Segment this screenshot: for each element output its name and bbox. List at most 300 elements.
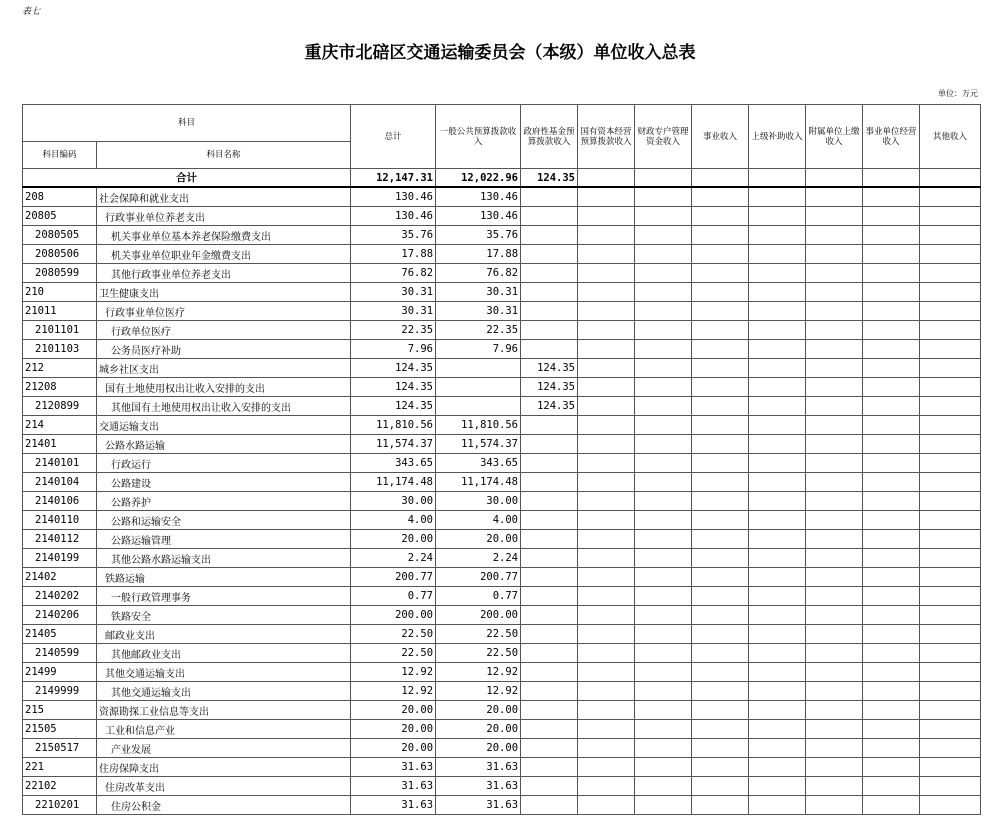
subject-code-cell: 20805 (23, 207, 97, 226)
subject-name-cell: 其他国有土地使用权出让收入安排的支出 (97, 397, 351, 416)
amount-cell (806, 321, 863, 340)
amount-cell (863, 492, 920, 511)
subject-code-cell: 21401 (23, 435, 97, 454)
amount-cell (578, 625, 635, 644)
amount-cell (578, 245, 635, 264)
amount-cell (863, 758, 920, 777)
amount-cell (749, 758, 806, 777)
subject-code-cell: 2140206 (23, 606, 97, 625)
amount-cell (920, 264, 981, 283)
total-label: 合计 (23, 169, 351, 188)
amount-cell (692, 530, 749, 549)
amount-cell: 130.46 (436, 207, 521, 226)
amount-cell (635, 245, 692, 264)
amount-cell (749, 264, 806, 283)
amount-cell (806, 187, 863, 207)
amount-cell (692, 226, 749, 245)
amount-cell: 2.24 (436, 549, 521, 568)
amount-cell: 31.63 (351, 796, 436, 815)
amount-cell (578, 340, 635, 359)
amount-cell (863, 340, 920, 359)
subject-code-cell: 215 (23, 701, 97, 720)
subject-code-cell: 2140112 (23, 530, 97, 549)
amount-cell (578, 606, 635, 625)
amount-cell (521, 435, 578, 454)
amount-cell (806, 397, 863, 416)
subject-name-cell: 行政运行 (97, 454, 351, 473)
amount-cell (920, 473, 981, 492)
subject-code-cell: 2140106 (23, 492, 97, 511)
amount-cell (749, 245, 806, 264)
col-header: 上级补助收入 (749, 105, 806, 169)
total-cell (692, 169, 749, 188)
amount-cell (749, 606, 806, 625)
amount-cell (521, 587, 578, 606)
amount-cell (578, 587, 635, 606)
amount-cell (920, 625, 981, 644)
amount-cell (521, 302, 578, 321)
subject-name-cell: 公路水路运输 (97, 435, 351, 454)
amount-cell (635, 682, 692, 701)
amount-cell (749, 359, 806, 378)
amount-cell (806, 625, 863, 644)
amount-cell (578, 568, 635, 587)
amount-cell (692, 397, 749, 416)
subject-name-cell: 公路建设 (97, 473, 351, 492)
table-row (23, 492, 981, 511)
amount-cell (920, 226, 981, 245)
amount-cell: 11,810.56 (351, 416, 436, 435)
total-row (23, 169, 981, 188)
amount-cell (521, 511, 578, 530)
amount-cell (578, 720, 635, 739)
amount-cell (863, 435, 920, 454)
amount-cell (578, 302, 635, 321)
table-row (23, 359, 981, 378)
amount-cell (521, 796, 578, 815)
amount-cell (521, 283, 578, 302)
total-cell (578, 169, 635, 188)
amount-cell (635, 720, 692, 739)
amount-cell (863, 264, 920, 283)
amount-cell (749, 321, 806, 340)
amount-cell: 31.63 (436, 796, 521, 815)
amount-cell (749, 283, 806, 302)
subject-code-cell: 2140101 (23, 454, 97, 473)
amount-cell (863, 701, 920, 720)
amount-cell (578, 321, 635, 340)
amount-cell (806, 283, 863, 302)
page-title: 重庆市北碚区交通运输委员会（本级）单位收入总表 (304, 43, 696, 63)
subject-name-cell: 其他交通运输支出 (97, 682, 351, 701)
amount-cell (806, 378, 863, 397)
total-cell (920, 169, 981, 188)
amount-cell (692, 739, 749, 758)
amount-cell (806, 682, 863, 701)
col-header: 附属单位上缴收入 (806, 105, 863, 169)
amount-cell (749, 378, 806, 397)
amount-cell (806, 568, 863, 587)
amount-cell: 0.77 (436, 587, 521, 606)
amount-cell (578, 454, 635, 473)
amount-cell: 20.00 (436, 720, 521, 739)
amount-cell (692, 245, 749, 264)
table-row (23, 226, 981, 245)
amount-cell (635, 187, 692, 207)
amount-cell (863, 397, 920, 416)
amount-cell: 124.35 (521, 378, 578, 397)
amount-cell: 31.63 (351, 777, 436, 796)
amount-cell (635, 644, 692, 663)
amount-cell (635, 416, 692, 435)
amount-cell: 124.35 (351, 378, 436, 397)
amount-cell: 22.35 (351, 321, 436, 340)
amount-cell (521, 245, 578, 264)
amount-cell (578, 207, 635, 226)
subject-name-cell: 住房改革支出 (97, 777, 351, 796)
amount-cell (635, 530, 692, 549)
amount-cell (635, 397, 692, 416)
amount-cell: 343.65 (436, 454, 521, 473)
subject-code-cell: 22102 (23, 777, 97, 796)
amount-cell: 17.88 (436, 245, 521, 264)
amount-cell (863, 378, 920, 397)
amount-cell (920, 644, 981, 663)
col-header: 财政专户管理资金收入 (635, 105, 692, 169)
amount-cell: 124.35 (351, 359, 436, 378)
table-row (23, 682, 981, 701)
amount-cell (692, 492, 749, 511)
amount-cell: 31.63 (436, 777, 521, 796)
table-row (23, 340, 981, 359)
subject-name-cell: 国有土地使用权出让收入安排的支出 (97, 378, 351, 397)
amount-cell (578, 492, 635, 511)
amount-cell (692, 378, 749, 397)
amount-cell (749, 416, 806, 435)
amount-cell (863, 587, 920, 606)
amount-cell (806, 492, 863, 511)
amount-cell: 12.92 (436, 682, 521, 701)
amount-cell: 130.46 (351, 187, 436, 207)
amount-cell (920, 568, 981, 587)
amount-cell (521, 663, 578, 682)
amount-cell (578, 663, 635, 682)
subject-code-cell: 21402 (23, 568, 97, 587)
amount-cell (863, 606, 920, 625)
subject-code-cell: 214 (23, 416, 97, 435)
amount-cell (692, 359, 749, 378)
amount-cell (749, 340, 806, 359)
amount-cell (692, 207, 749, 226)
amount-cell (692, 720, 749, 739)
subject-name-cell: 资源勘探工业信息等支出 (97, 701, 351, 720)
amount-cell (749, 568, 806, 587)
amount-cell (806, 226, 863, 245)
amount-cell (806, 587, 863, 606)
subject-name-cell: 一般行政管理事务 (97, 587, 351, 606)
amount-cell (749, 454, 806, 473)
amount-cell (692, 625, 749, 644)
amount-cell (578, 777, 635, 796)
amount-cell (863, 796, 920, 815)
amount-cell (521, 226, 578, 245)
amount-cell (863, 682, 920, 701)
amount-cell (578, 796, 635, 815)
amount-cell (863, 644, 920, 663)
subject-code-cell: 21499 (23, 663, 97, 682)
amount-cell (578, 359, 635, 378)
amount-cell (920, 492, 981, 511)
amount-cell (749, 511, 806, 530)
amount-cell (806, 606, 863, 625)
amount-cell (806, 663, 863, 682)
total-cell (749, 169, 806, 188)
amount-cell (920, 549, 981, 568)
amount-cell (635, 226, 692, 245)
amount-cell (635, 758, 692, 777)
amount-cell (692, 511, 749, 530)
amount-cell (578, 682, 635, 701)
subject-code-cell: 21505 (23, 720, 97, 739)
col-header: 政府性基金预算拨款收入 (521, 105, 578, 169)
table-row (23, 321, 981, 340)
amount-cell (635, 283, 692, 302)
amount-cell (635, 701, 692, 720)
total-cell (806, 169, 863, 188)
amount-cell: 7.96 (351, 340, 436, 359)
amount-cell (920, 606, 981, 625)
amount-cell (635, 454, 692, 473)
amount-cell (749, 720, 806, 739)
amount-cell: 4.00 (351, 511, 436, 530)
amount-cell: 7.96 (436, 340, 521, 359)
subject-name-cell: 公务员医疗补助 (97, 340, 351, 359)
amount-cell (635, 568, 692, 587)
amount-cell (635, 606, 692, 625)
amount-cell (635, 321, 692, 340)
amount-cell (635, 511, 692, 530)
amount-cell (749, 663, 806, 682)
subject-name-cell: 住房保障支出 (97, 758, 351, 777)
table-row (23, 473, 981, 492)
amount-cell (692, 796, 749, 815)
amount-cell (578, 226, 635, 245)
subject-code-cell: 2140110 (23, 511, 97, 530)
amount-cell (863, 568, 920, 587)
table-row (23, 663, 981, 682)
amount-cell (863, 187, 920, 207)
table-row (23, 739, 981, 758)
amount-cell (436, 397, 521, 416)
amount-cell (863, 625, 920, 644)
amount-cell (863, 302, 920, 321)
amount-cell (749, 777, 806, 796)
amount-cell (749, 625, 806, 644)
amount-cell (749, 549, 806, 568)
col-header: 国有资本经营预算拨款收入 (578, 105, 635, 169)
amount-cell (920, 701, 981, 720)
amount-cell (521, 549, 578, 568)
subject-code-cell: 21405 (23, 625, 97, 644)
amount-cell: 11,574.37 (351, 435, 436, 454)
amount-cell (521, 739, 578, 758)
amount-cell (806, 511, 863, 530)
amount-cell: 30.31 (351, 302, 436, 321)
table-row (23, 378, 981, 397)
amount-cell (920, 187, 981, 207)
amount-cell (692, 701, 749, 720)
subject-name-cell: 社会保障和就业支出 (97, 187, 351, 207)
name-header: 科目名称 (97, 142, 351, 169)
subject-code-cell: 2140199 (23, 549, 97, 568)
col-header: 事业收入 (692, 105, 749, 169)
table-row (23, 187, 981, 207)
amount-cell: 20.00 (351, 720, 436, 739)
amount-cell: 4.00 (436, 511, 521, 530)
subject-name-cell: 公路和运输安全 (97, 511, 351, 530)
amount-cell (692, 302, 749, 321)
subject-code-cell: 210 (23, 283, 97, 302)
amount-cell (806, 644, 863, 663)
amount-cell (521, 264, 578, 283)
amount-cell (521, 606, 578, 625)
amount-cell (749, 796, 806, 815)
amount-cell: 12.92 (436, 663, 521, 682)
amount-cell (692, 644, 749, 663)
amount-cell: 200.00 (351, 606, 436, 625)
amount-cell: 11,810.56 (436, 416, 521, 435)
table-body (23, 105, 981, 815)
amount-cell: 124.35 (521, 397, 578, 416)
amount-cell (692, 340, 749, 359)
amount-cell (920, 340, 981, 359)
subject-code-cell: 2080505 (23, 226, 97, 245)
amount-cell (578, 701, 635, 720)
amount-cell (863, 777, 920, 796)
table-row (23, 777, 981, 796)
amount-cell (521, 473, 578, 492)
subject-name-cell: 机关事业单位职业年金缴费支出 (97, 245, 351, 264)
amount-cell (692, 549, 749, 568)
amount-cell: 30.31 (351, 283, 436, 302)
subject-name-cell: 公路运输管理 (97, 530, 351, 549)
table-row (23, 416, 981, 435)
amount-cell (521, 625, 578, 644)
amount-cell: 20.00 (436, 530, 521, 549)
amount-cell (920, 682, 981, 701)
total-cell (863, 169, 920, 188)
subject-name-cell: 其他行政事业单位养老支出 (97, 264, 351, 283)
subject-code-cell: 2101101 (23, 321, 97, 340)
amount-cell (863, 720, 920, 739)
amount-cell: 12.92 (351, 663, 436, 682)
table-row (23, 549, 981, 568)
table-row (23, 720, 981, 739)
amount-cell (749, 739, 806, 758)
amount-cell: 22.50 (351, 625, 436, 644)
amount-cell (578, 397, 635, 416)
amount-cell (920, 587, 981, 606)
table-row (23, 245, 981, 264)
amount-cell (635, 264, 692, 283)
amount-cell (806, 777, 863, 796)
amount-cell: 20.00 (351, 530, 436, 549)
table-row (23, 207, 981, 226)
amount-cell: 11,174.48 (436, 473, 521, 492)
amount-cell (920, 663, 981, 682)
amount-cell (920, 739, 981, 758)
amount-cell (635, 663, 692, 682)
amount-cell: 20.00 (436, 701, 521, 720)
total-cell: 124.35 (521, 169, 578, 188)
amount-cell (749, 587, 806, 606)
amount-cell (692, 758, 749, 777)
amount-cell: 20.00 (436, 739, 521, 758)
table-row (23, 454, 981, 473)
amount-cell: 17.88 (351, 245, 436, 264)
amount-cell (749, 473, 806, 492)
amount-cell (578, 739, 635, 758)
amount-cell (863, 473, 920, 492)
amount-cell (635, 796, 692, 815)
income-summary-table (22, 104, 981, 815)
amount-cell (578, 511, 635, 530)
table-row (23, 758, 981, 777)
subject-name-cell: 行政事业单位医疗 (97, 302, 351, 321)
amount-cell: 30.00 (351, 492, 436, 511)
amount-cell (863, 454, 920, 473)
amount-cell (521, 340, 578, 359)
amount-cell (749, 682, 806, 701)
col-header: 其他收入 (920, 105, 981, 169)
amount-cell (521, 644, 578, 663)
amount-cell (863, 321, 920, 340)
subject-name-cell: 卫生健康支出 (97, 283, 351, 302)
amount-cell (692, 264, 749, 283)
amount-cell: 2.24 (351, 549, 436, 568)
amount-cell: 12.92 (351, 682, 436, 701)
amount-cell (920, 511, 981, 530)
amount-cell (578, 416, 635, 435)
amount-cell (521, 530, 578, 549)
amount-cell (635, 435, 692, 454)
amount-cell (635, 359, 692, 378)
amount-cell (863, 549, 920, 568)
subject-code-cell: 2149999 (23, 682, 97, 701)
amount-cell: 22.50 (436, 644, 521, 663)
amount-cell (578, 530, 635, 549)
table-row (23, 397, 981, 416)
amount-cell (635, 777, 692, 796)
subject-code-cell: 221 (23, 758, 97, 777)
amount-cell (749, 302, 806, 321)
amount-cell (692, 606, 749, 625)
subject-code-cell: 2080599 (23, 264, 97, 283)
amount-cell (635, 207, 692, 226)
subject-code-cell: 2120899 (23, 397, 97, 416)
amount-cell (749, 397, 806, 416)
amount-cell (806, 530, 863, 549)
amount-cell (920, 758, 981, 777)
table-row (23, 530, 981, 549)
amount-cell (920, 245, 981, 264)
amount-cell (806, 302, 863, 321)
amount-cell (806, 245, 863, 264)
subject-name-cell: 其他邮政业支出 (97, 644, 351, 663)
amount-cell (692, 587, 749, 606)
amount-cell (920, 530, 981, 549)
amount-cell (806, 435, 863, 454)
